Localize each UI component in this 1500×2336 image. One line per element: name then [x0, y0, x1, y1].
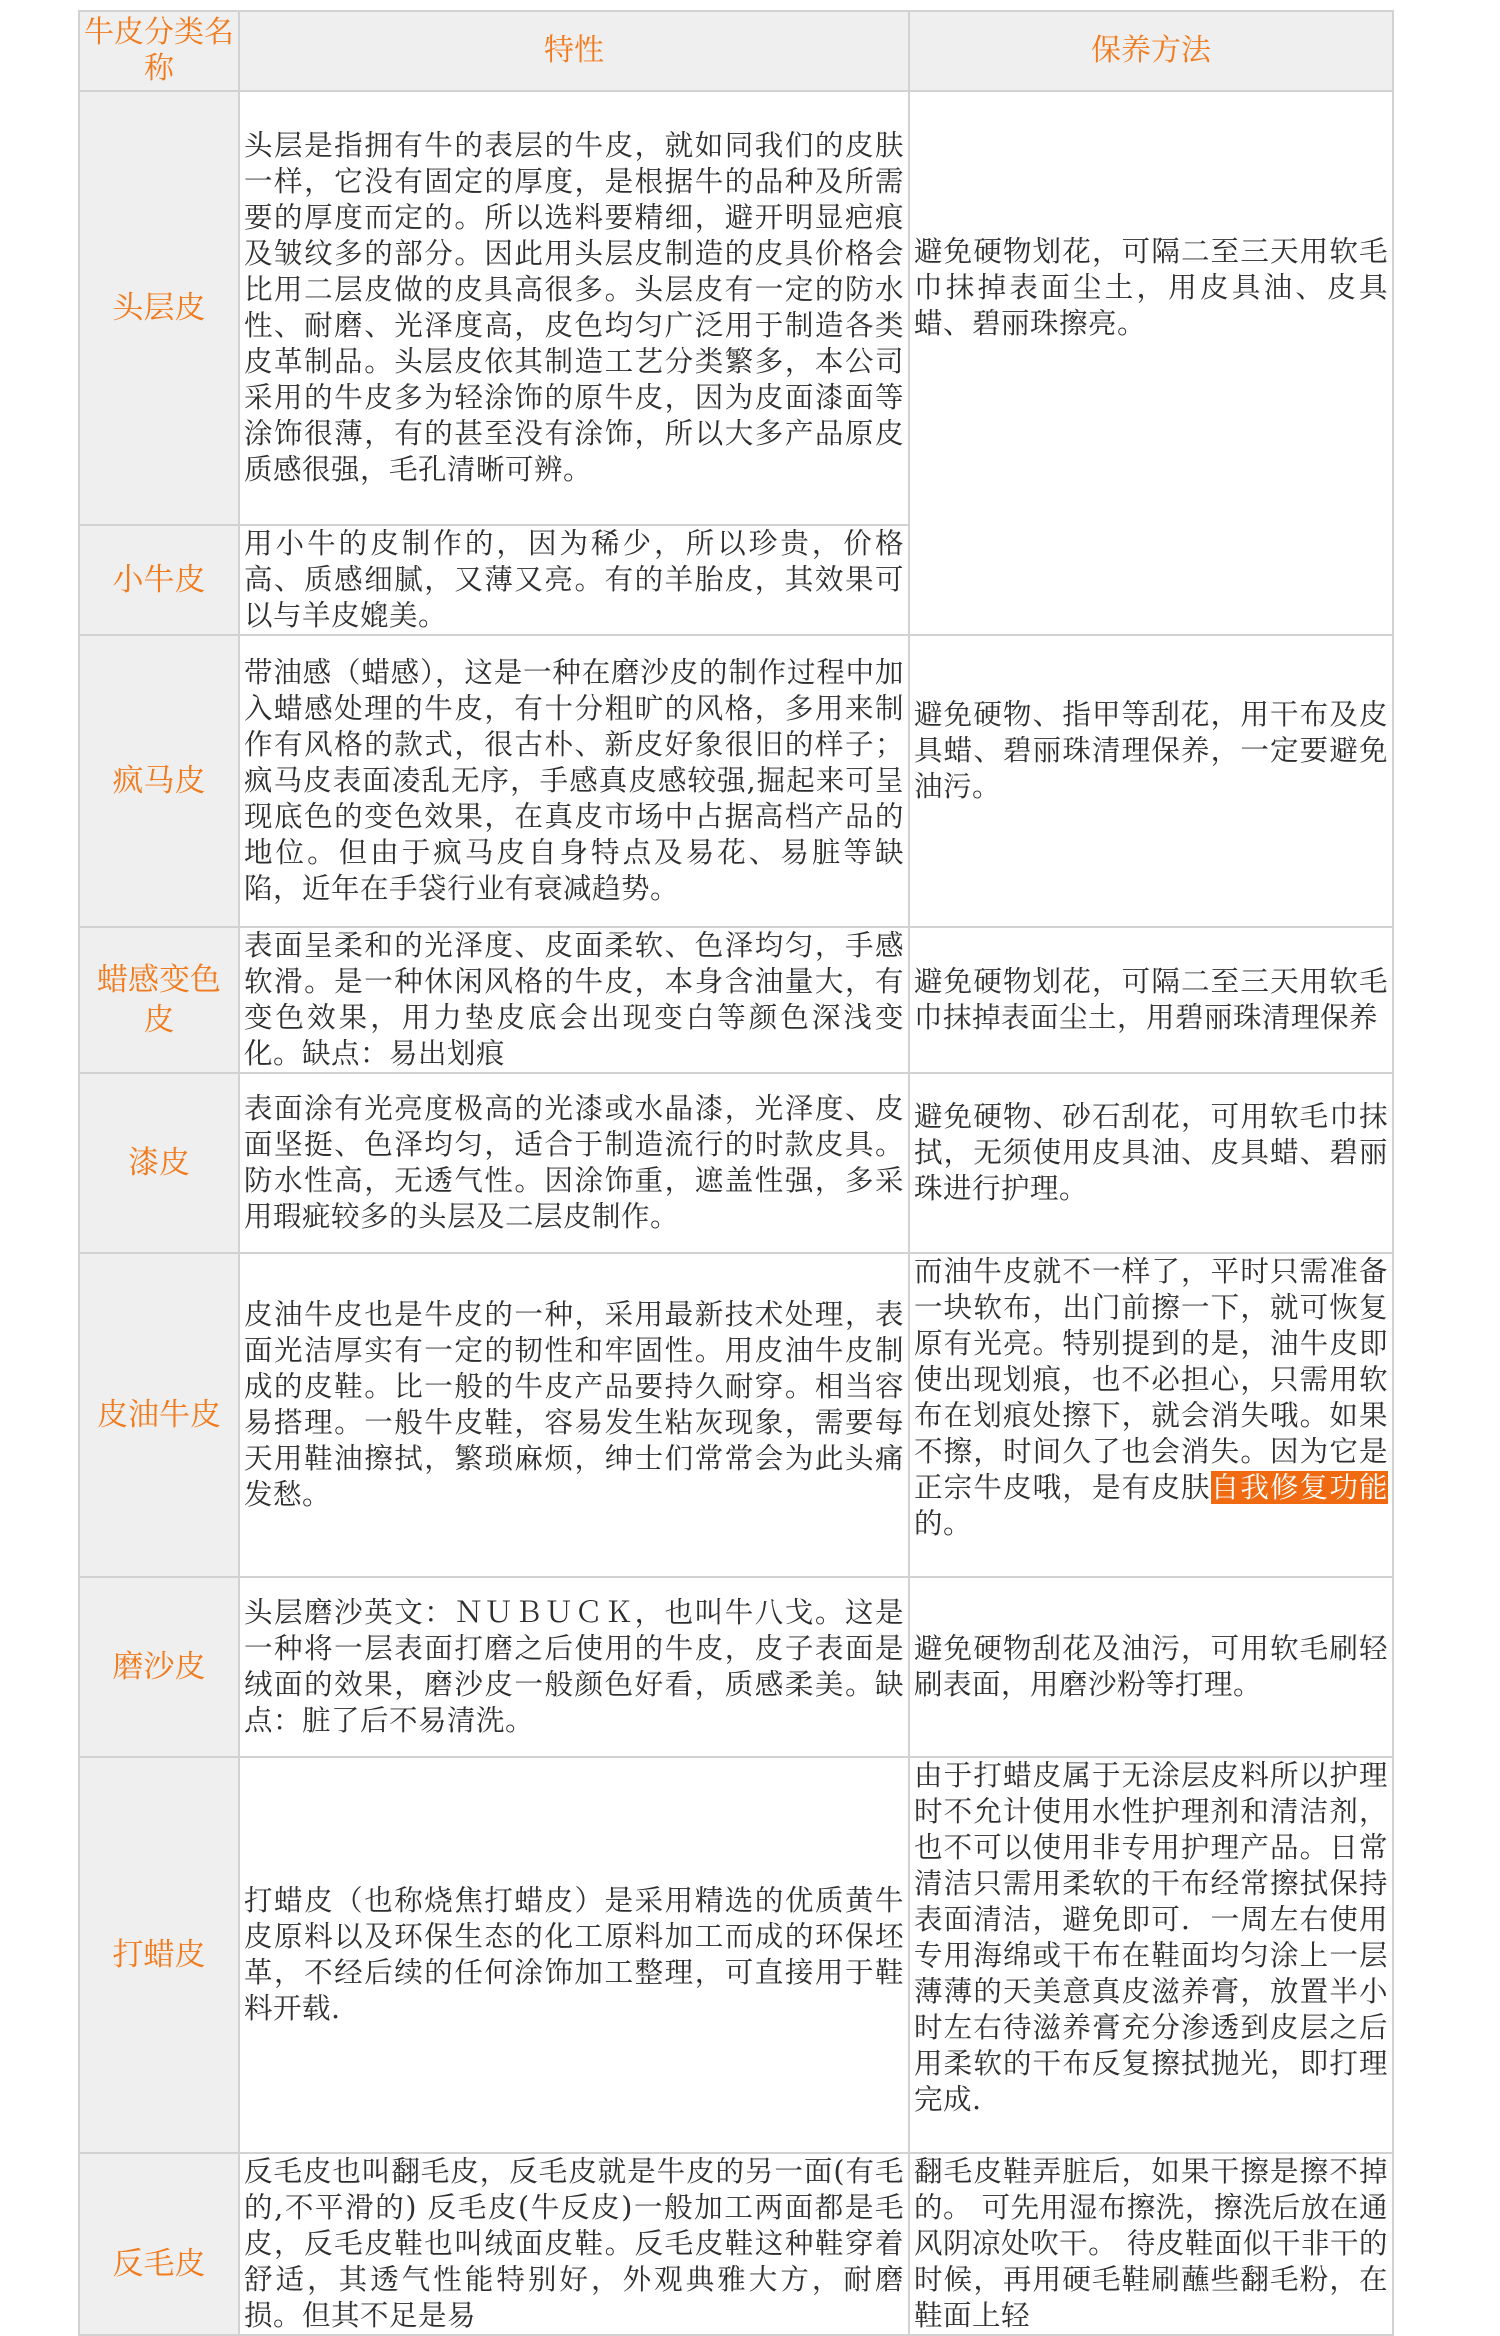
- row-care: 翻毛皮鞋弄脏后，如果干擦是擦不掉的。 可先用湿布擦洗，擦洗后放在通风阴凉处吹干。 待皮鞋面似干非干的时候，再用硬毛鞋刷蘸些翻毛粉，在鞋面上轻: [909, 2153, 1393, 2335]
- table-row: [79, 1757, 1393, 2153]
- table-row: [79, 635, 1393, 927]
- row-property: 头层磨沙英文：ＮＵＢＵＣＫ，也叫牛八戈。这是一种将一层表面打磨之后使用的牛皮，皮子表面是绒面的效果，磨沙皮一般颜色好看，质感柔美。缺点：脏了后不易清洗。: [239, 1577, 909, 1757]
- row-property: 表面涂有光亮度极高的光漆或水晶漆，光泽度、皮面坚挺、色泽均匀，适合于制造流行的时款皮具。防水性高，无透气性。因涂饰重，遮盖性强，多采用瑕疵较多的头层及二层皮制作。: [239, 1073, 909, 1253]
- care-highlight: 自我修复功能: [1210, 1471, 1388, 1504]
- row-property: 头层是指拥有牛的表层的牛皮，就如同我们的皮肤一样，它没有固定的厚度，是根据牛的品种及所需要的厚度而定的。所以选料要精细，避开明显疤痕及皱纹多的部分。因此用头层皮制造的皮具价格会比用二层皮做的皮具高很多。头层皮有一定的防水性、耐磨、光泽度高，皮色均匀广泛用于制造各类皮革制品。头层皮依其制造工艺分类繁多，本公司采用的牛皮多为轻涂饰的原牛皮，因为皮面漆面等涂饰很薄，有的甚至没有涂饰，所以大多产品原皮质感很强，毛孔清晰可辨。: [239, 91, 909, 525]
- care-text-end: 的。: [914, 1507, 973, 1540]
- row-property: 皮油牛皮也是牛皮的一种，采用最新技术处理，表面光洁厚实有一定的韧性和牢固性。用皮油牛皮制成的皮鞋。比一般的牛皮产品要持久耐穿。相当容易搭理。一般牛皮鞋，容易发生粘灰现象，需要每天用鞋油擦拭，繁琐麻烦，绅士们常常会为此头痛发愁。: [239, 1253, 909, 1577]
- row-category: 疯马皮: [79, 635, 239, 927]
- row-care: 避免硬物、砂石刮花，可用软毛巾抹拭，无须使用皮具油、皮具蜡、碧丽珠进行护理。: [909, 1073, 1393, 1253]
- row-category: 蜡感变色皮: [79, 927, 239, 1073]
- row-property: 表面呈柔和的光泽度、皮面柔软、色泽均匀，手感软滑。是一种休闲风格的牛皮，本身含油量大，有变色效果，用力垫皮底会出现变白等颜色深浅变化。缺点：易出划痕: [239, 927, 909, 1073]
- row-category: 皮油牛皮: [79, 1253, 239, 1577]
- row-category: 磨沙皮: [79, 1577, 239, 1757]
- row-care: 避免硬物划花，可隔二至三天用软毛巾抹掉表面尘土，用碧丽珠清理保养: [909, 927, 1393, 1073]
- table-row: [79, 927, 1393, 1073]
- table-row: [79, 2153, 1393, 2335]
- row-category: 打蜡皮: [79, 1757, 239, 2153]
- row-category: 漆皮: [79, 1073, 239, 1253]
- table-row: [79, 1253, 1393, 1577]
- row-category: 反毛皮: [79, 2153, 239, 2335]
- row-care: [909, 1253, 1393, 1577]
- leather-care-table: [78, 10, 1394, 2336]
- row-care: 由于打蜡皮属于无涂层皮料所以护理时不允计使用水性护理剂和清洁剂，也不可以使用非专用护理产品。日常清洁只需用柔软的干布经常擦拭保持表面清洁，避免即可．一周左右使用专用海绵或干布在鞋面均匀涂上一层薄薄的天美意真皮滋养膏，放置半小时左右待滋养膏充分渗透到皮层之后用柔软的干布反复擦拭抛光，即打理完成.: [909, 1757, 1393, 2153]
- header-category: 牛皮分类名称: [79, 11, 239, 91]
- leather-care-table-container: [78, 10, 1392, 2336]
- row-care: 避免硬物划花，可隔二至三天用软毛巾抹掉表面尘土，用皮具油、皮具蜡、碧丽珠擦亮。: [909, 91, 1393, 635]
- table-row: [79, 1073, 1393, 1253]
- table-row: [79, 1577, 1393, 1757]
- row-care: 避免硬物、指甲等刮花，用干布及皮具蜡、碧丽珠清理保养，一定要避免油污。: [909, 635, 1393, 927]
- table-row: [79, 91, 1393, 525]
- row-care: 避免硬物刮花及油污，可用软毛刷轻刷表面，用磨沙粉等打理。: [909, 1577, 1393, 1757]
- header-care: 保养方法: [909, 11, 1393, 91]
- row-category: 头层皮: [79, 91, 239, 525]
- care-text: 而油牛皮就不一样了，平时只需准备一块软布，出门前擦一下，就可恢复原有光亮。特别提到的是，油牛皮即使出现划痕，也不必担心，只需用软布在划痕处擦下，就会消失哦。如果不擦，时间久了也会消失。因为它是正宗牛皮哦，是有皮肤: [914, 1255, 1388, 1504]
- header-property: 特性: [239, 11, 909, 91]
- row-property: 带油感（蜡感），这是一种在磨沙皮的制作过程中加入蜡感处理的牛皮，有十分粗旷的风格，多用来制作有风格的款式，很古朴、新皮好象很旧的样子；疯马皮表面凌乱无序，手感真皮感较强,掘起来可呈现底色的变色效果，在真皮市场中占据高档产品的地位。但由于疯马皮自身特点及易花、易脏等缺陷，近年在手袋行业有衰减趋势。: [239, 635, 909, 927]
- row-property: 用小牛的皮制作的，因为稀少，所以珍贵，价格高、质感细腻，又薄又亮。有的羊胎皮，其效果可以与羊皮媲美。: [239, 525, 909, 635]
- table-header-row: [79, 11, 1393, 91]
- row-property: 反毛皮也叫翻毛皮，反毛皮就是牛皮的另一面(有毛的,不平滑的) 反毛皮(牛反皮)一般加工两面都是毛皮，反毛皮鞋也叫绒面皮鞋。反毛皮鞋这种鞋穿着舒适，其透气性能特别好，外观典雅大方，耐磨损。但其不足是易: [239, 2153, 909, 2335]
- row-property: 打蜡皮（也称烧焦打蜡皮）是采用精选的优质黄牛皮原料以及环保生态的化工原料加工而成的环保坯革，不经后续的任何涂饰加工整理，可直接用于鞋料开载.: [239, 1757, 909, 2153]
- row-category: 小牛皮: [79, 525, 239, 635]
